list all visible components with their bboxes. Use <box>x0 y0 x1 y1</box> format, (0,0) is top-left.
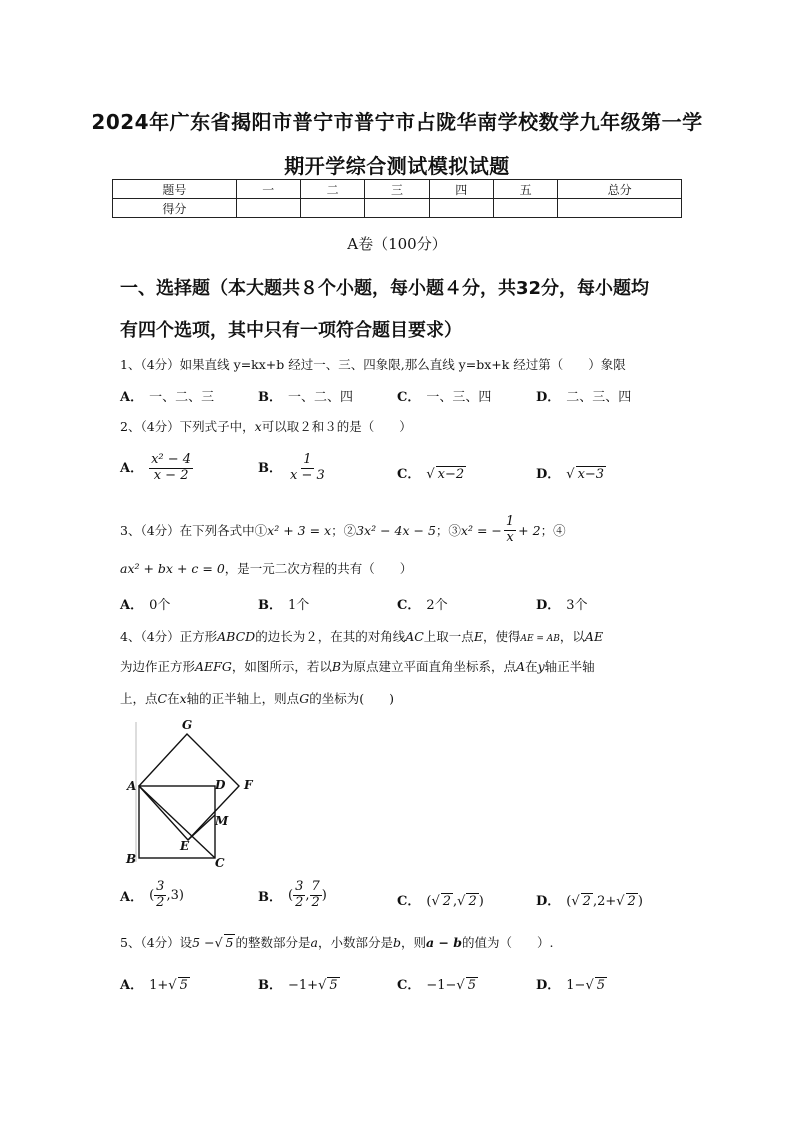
question-4-line1: 4、（4分）正方形ABCD的边长为２，在其的对角线AC上取一点E，使得AE = AB，以AE <box>120 629 604 644</box>
score-cell: 一 <box>236 180 300 199</box>
figure-label-m: M <box>215 814 229 828</box>
score-cell: 五 <box>493 180 557 199</box>
figure-label-c: C <box>215 856 225 870</box>
q2-option-a[interactable]: A． $\frac{\text{x² − 4}}{x - 2}$ <box>120 452 192 483</box>
q1-option-b[interactable]: B． 一、二、四 <box>258 390 354 405</box>
section1-line2: 有四个选项，其中只有一项符合题目要求） <box>120 320 462 341</box>
q3-option-b[interactable]: B． 1个 <box>258 598 310 613</box>
figure-label-a: A <box>127 779 137 793</box>
figure-label-b: B <box>126 852 137 866</box>
volume-label: A卷（100分） <box>347 235 447 253</box>
q5-option-a[interactable]: A． 1+√ 5 <box>120 978 188 993</box>
question-3-stem-line2: ax² + bx + c = 0，是一元二次方程的共有（ ） <box>120 561 413 576</box>
q3-option-c[interactable]: C． 2个 <box>397 598 448 613</box>
segment-em <box>188 815 215 840</box>
score-input-cell[interactable] <box>558 199 682 218</box>
q4-option-c[interactable]: C． (√ 2 ,√ 2 ) <box>397 894 484 909</box>
figure-label-f: F <box>244 778 253 792</box>
figure-label-e: E <box>180 839 190 853</box>
q5-option-d[interactable]: D． 1−√ 5 <box>536 978 606 993</box>
q1-option-d[interactable]: D． 二、三、四 <box>536 390 632 405</box>
question-3-stem-line1: 3、（4分）在下列各式中① x² + 3 = x ；② 3x² − 4x − 5 ；③ x² = − $\frac{1}{x}$ + 2 ；④ <box>120 514 566 545</box>
q2-option-b[interactable]: B． $\frac{1}{x - 3}$ <box>258 452 325 483</box>
question-5-stem: 5、（4分）设5 −√ 5 的整数部分是a，小数部分是b，则a − b的值为（ ）. <box>120 935 554 950</box>
score-input-cell[interactable] <box>300 199 364 218</box>
score-cell: 四 <box>429 180 493 199</box>
score-input-cell[interactable] <box>429 199 493 218</box>
score-input-cell[interactable] <box>493 199 557 218</box>
question-4-line3: 上，点C在x轴的正半轴上，则点G的坐标为( ) <box>120 691 394 706</box>
score-cell: 二 <box>300 180 364 199</box>
score-input-cell[interactable] <box>365 199 429 218</box>
exam-title-line2: 期开学综合测试模拟试题 <box>284 154 510 178</box>
q5-option-c[interactable]: C． −1−√ 5 <box>397 978 476 993</box>
q3-option-a[interactable]: A． 0个 <box>120 598 171 613</box>
q5-option-b[interactable]: B． −1+√ 5 <box>258 978 338 993</box>
score-cell: 总分 <box>558 180 682 199</box>
question-4-line2: 为边作正方形AEFG，如图所示，若以B为原点建立平面直角坐标系，点A在y轴正半轴 <box>120 659 595 674</box>
score-input-cell[interactable] <box>236 199 300 218</box>
diagonal-ac <box>139 786 215 858</box>
q1-option-a[interactable]: A． 一、二、三 <box>120 390 215 405</box>
question-2-stem: 2、（4分）下列式子中，x可以取２和３的是（ ） <box>120 419 412 434</box>
section1-line1: 一、选择题（本大题共８个小题，每小题４分，共32分，每小题均 <box>120 278 650 299</box>
q4-option-a[interactable]: A． ( $\frac{3}{2}$ ,3) <box>120 879 184 910</box>
score-table-score-row <box>113 199 682 218</box>
score-cell: 三 <box>365 180 429 199</box>
score-cell: 得分 <box>113 199 237 218</box>
q4-option-d[interactable]: D． (√ 2 ,2+√ 2 ) <box>536 894 643 909</box>
figure-label-g: G <box>182 718 193 732</box>
q2-option-c[interactable]: C． √ x−2 <box>397 467 465 482</box>
q4-option-b[interactable]: B． ( $\frac{3}{2}$ , $\frac{7}{2}$ ) <box>258 879 327 910</box>
q1-option-c[interactable]: C． 一、三、四 <box>397 390 492 405</box>
exam-title-line1: 2024年广东省揭阳市普宁市普宁市占陇华南学校数学九年级第一学 <box>91 110 703 134</box>
q2-option-d[interactable]: D． √ x−3 <box>536 467 605 482</box>
score-table-header-row <box>113 180 682 199</box>
figure-label-d: D <box>215 778 226 792</box>
q4-geometry-figure <box>118 712 268 872</box>
q3-option-d[interactable]: D． 3个 <box>536 598 588 613</box>
question-1-stem: 1、（4分）如果直线 y=kx+b 经过一、三、四象限,那么直线 y=bx+k 经过第（ ）象限 <box>120 357 626 372</box>
score-table <box>112 179 682 218</box>
score-cell: 题号 <box>113 180 237 199</box>
